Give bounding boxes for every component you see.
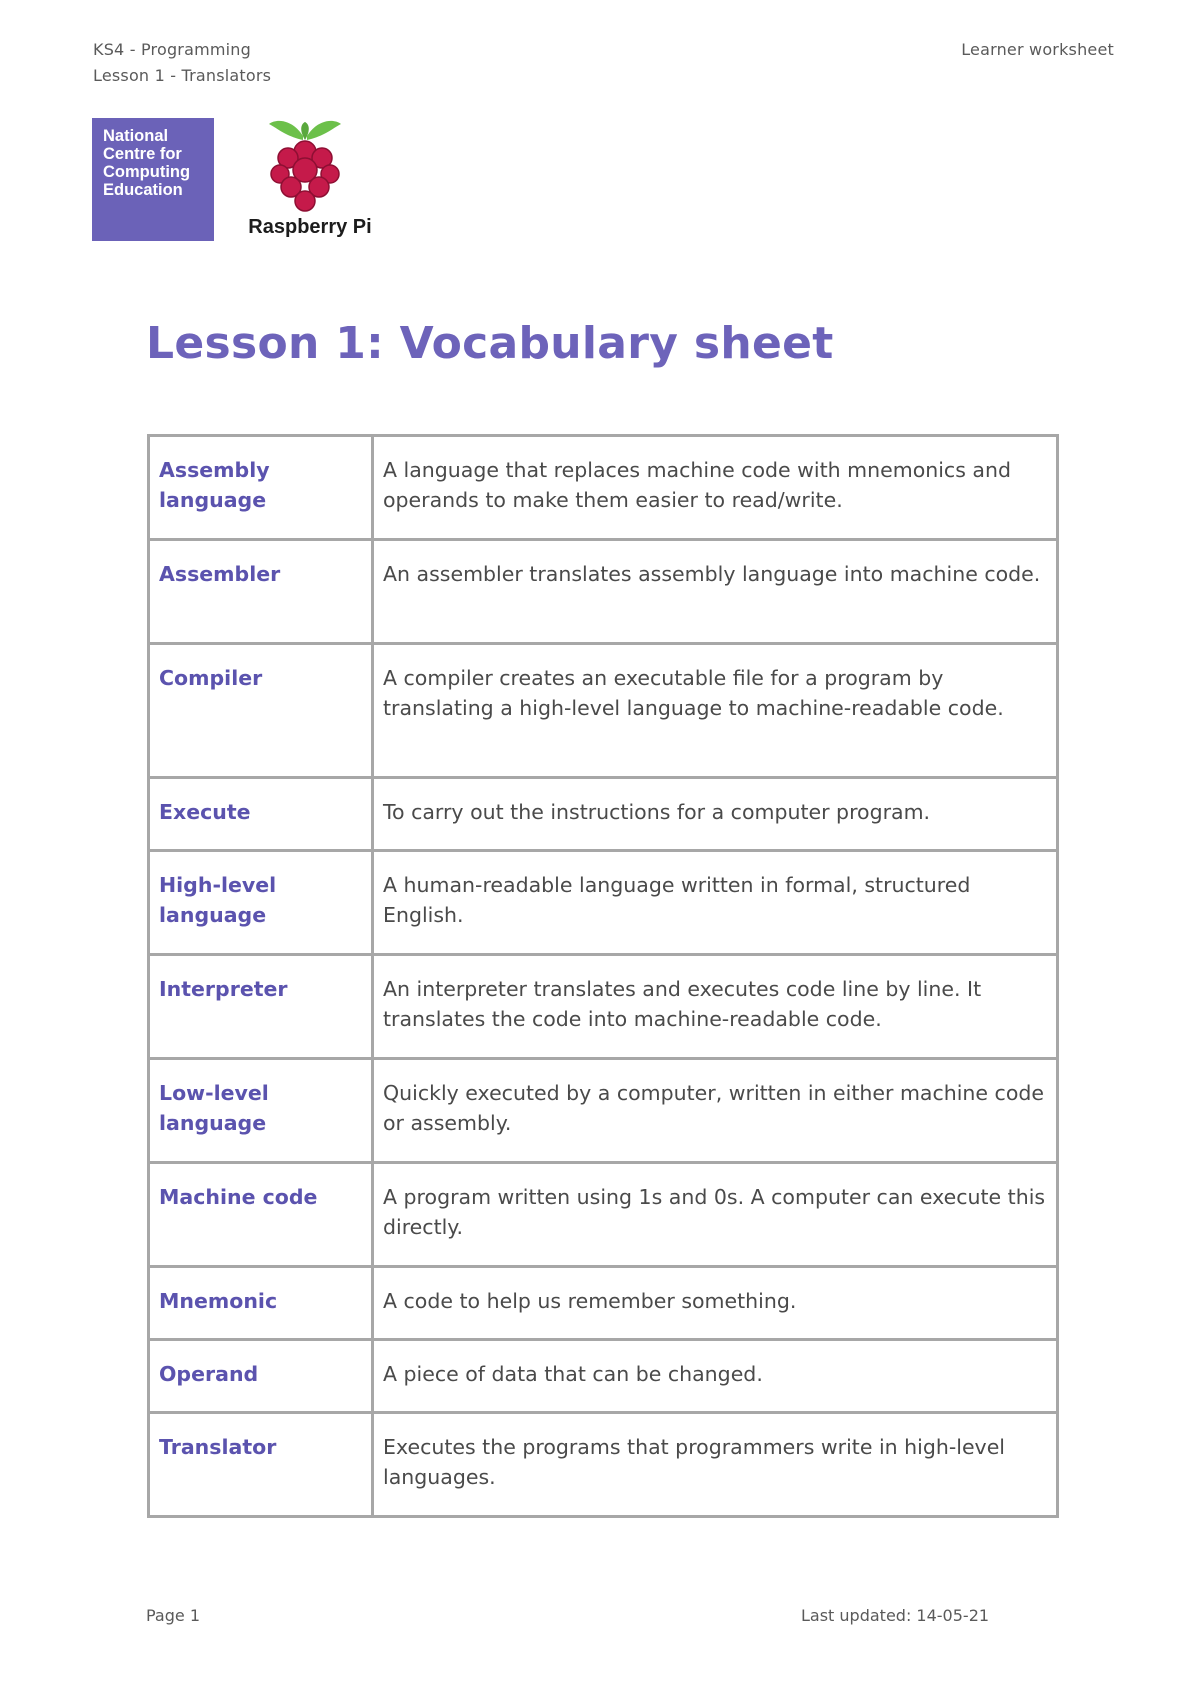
table-row xyxy=(149,644,1058,778)
vocab-definition: An assembler translates assembly language into machine code. xyxy=(373,540,1058,644)
table-row xyxy=(149,436,1058,540)
footer-last-updated: Last updated: 14-05-21 xyxy=(801,1606,990,1625)
raspberry-pi-wordmark: Raspberry Pi xyxy=(248,216,372,238)
vocab-term: Operand xyxy=(149,1340,373,1413)
vocab-definition: To carry out the instructions for a computer program. xyxy=(373,778,1058,851)
vocab-definition: A compiler creates an executable file for a program by translating a high-level language to machine-readable code. xyxy=(373,644,1058,778)
table-row xyxy=(149,540,1058,644)
vocabulary-table xyxy=(147,434,1059,1518)
ncce-logo xyxy=(92,118,214,241)
ncce-logo-line: National xyxy=(103,127,169,145)
table-row xyxy=(149,955,1058,1059)
vocab-term: Low-level language xyxy=(149,1059,373,1163)
vocab-definition: A piece of data that can be changed. xyxy=(373,1340,1058,1413)
vocab-term: Machine code xyxy=(149,1163,373,1267)
table-row xyxy=(149,1163,1058,1267)
vocab-term: Interpreter xyxy=(149,955,373,1059)
footer-page-number: Page 1 xyxy=(146,1606,200,1625)
ncce-logo-line: Education xyxy=(103,181,183,199)
vocab-definition: An interpreter translates and executes code line by line. It translates the code into machine-readable code. xyxy=(373,955,1058,1059)
vocab-term: Compiler xyxy=(149,644,373,778)
ncce-logo-line: Centre for xyxy=(103,145,182,163)
header-doc-type: Learner worksheet xyxy=(961,40,1114,59)
vocab-term: Execute xyxy=(149,778,373,851)
ncce-logo-line: Computing xyxy=(103,163,191,181)
header-lesson: Lesson 1 - Translators xyxy=(93,66,272,85)
vocab-term: Translator xyxy=(149,1413,373,1517)
vocab-definition: Quickly executed by a computer, written in either machine code or assembly. xyxy=(373,1059,1058,1163)
table-row xyxy=(149,1340,1058,1413)
table-row xyxy=(149,1059,1058,1163)
table-row xyxy=(149,778,1058,851)
vocab-definition: Executes the programs that programmers write in high-level languages. xyxy=(373,1413,1058,1517)
vocab-term: Assembly language xyxy=(149,436,373,540)
vocab-term: High-level language xyxy=(149,851,373,955)
vocab-definition: A human-readable language written in formal, structured English. xyxy=(373,851,1058,955)
table-row xyxy=(149,1267,1058,1340)
vocab-definition: A program written using 1s and 0s. A computer can execute this directly. xyxy=(373,1163,1058,1267)
table-row xyxy=(149,1413,1058,1517)
vocab-definition: A language that replaces machine code with mnemonics and operands to make them easier to read/write. xyxy=(373,436,1058,540)
header-course: KS4 - Programming xyxy=(93,40,252,59)
vocab-term: Mnemonic xyxy=(149,1267,373,1340)
raspberry-icon xyxy=(263,116,347,214)
page-title: Lesson 1: Vocabulary sheet xyxy=(146,318,834,369)
raspberry-pi-logo xyxy=(236,116,376,246)
vocab-definition: A code to help us remember something. xyxy=(373,1267,1058,1340)
vocab-term: Assembler xyxy=(149,540,373,644)
table-row xyxy=(149,851,1058,955)
